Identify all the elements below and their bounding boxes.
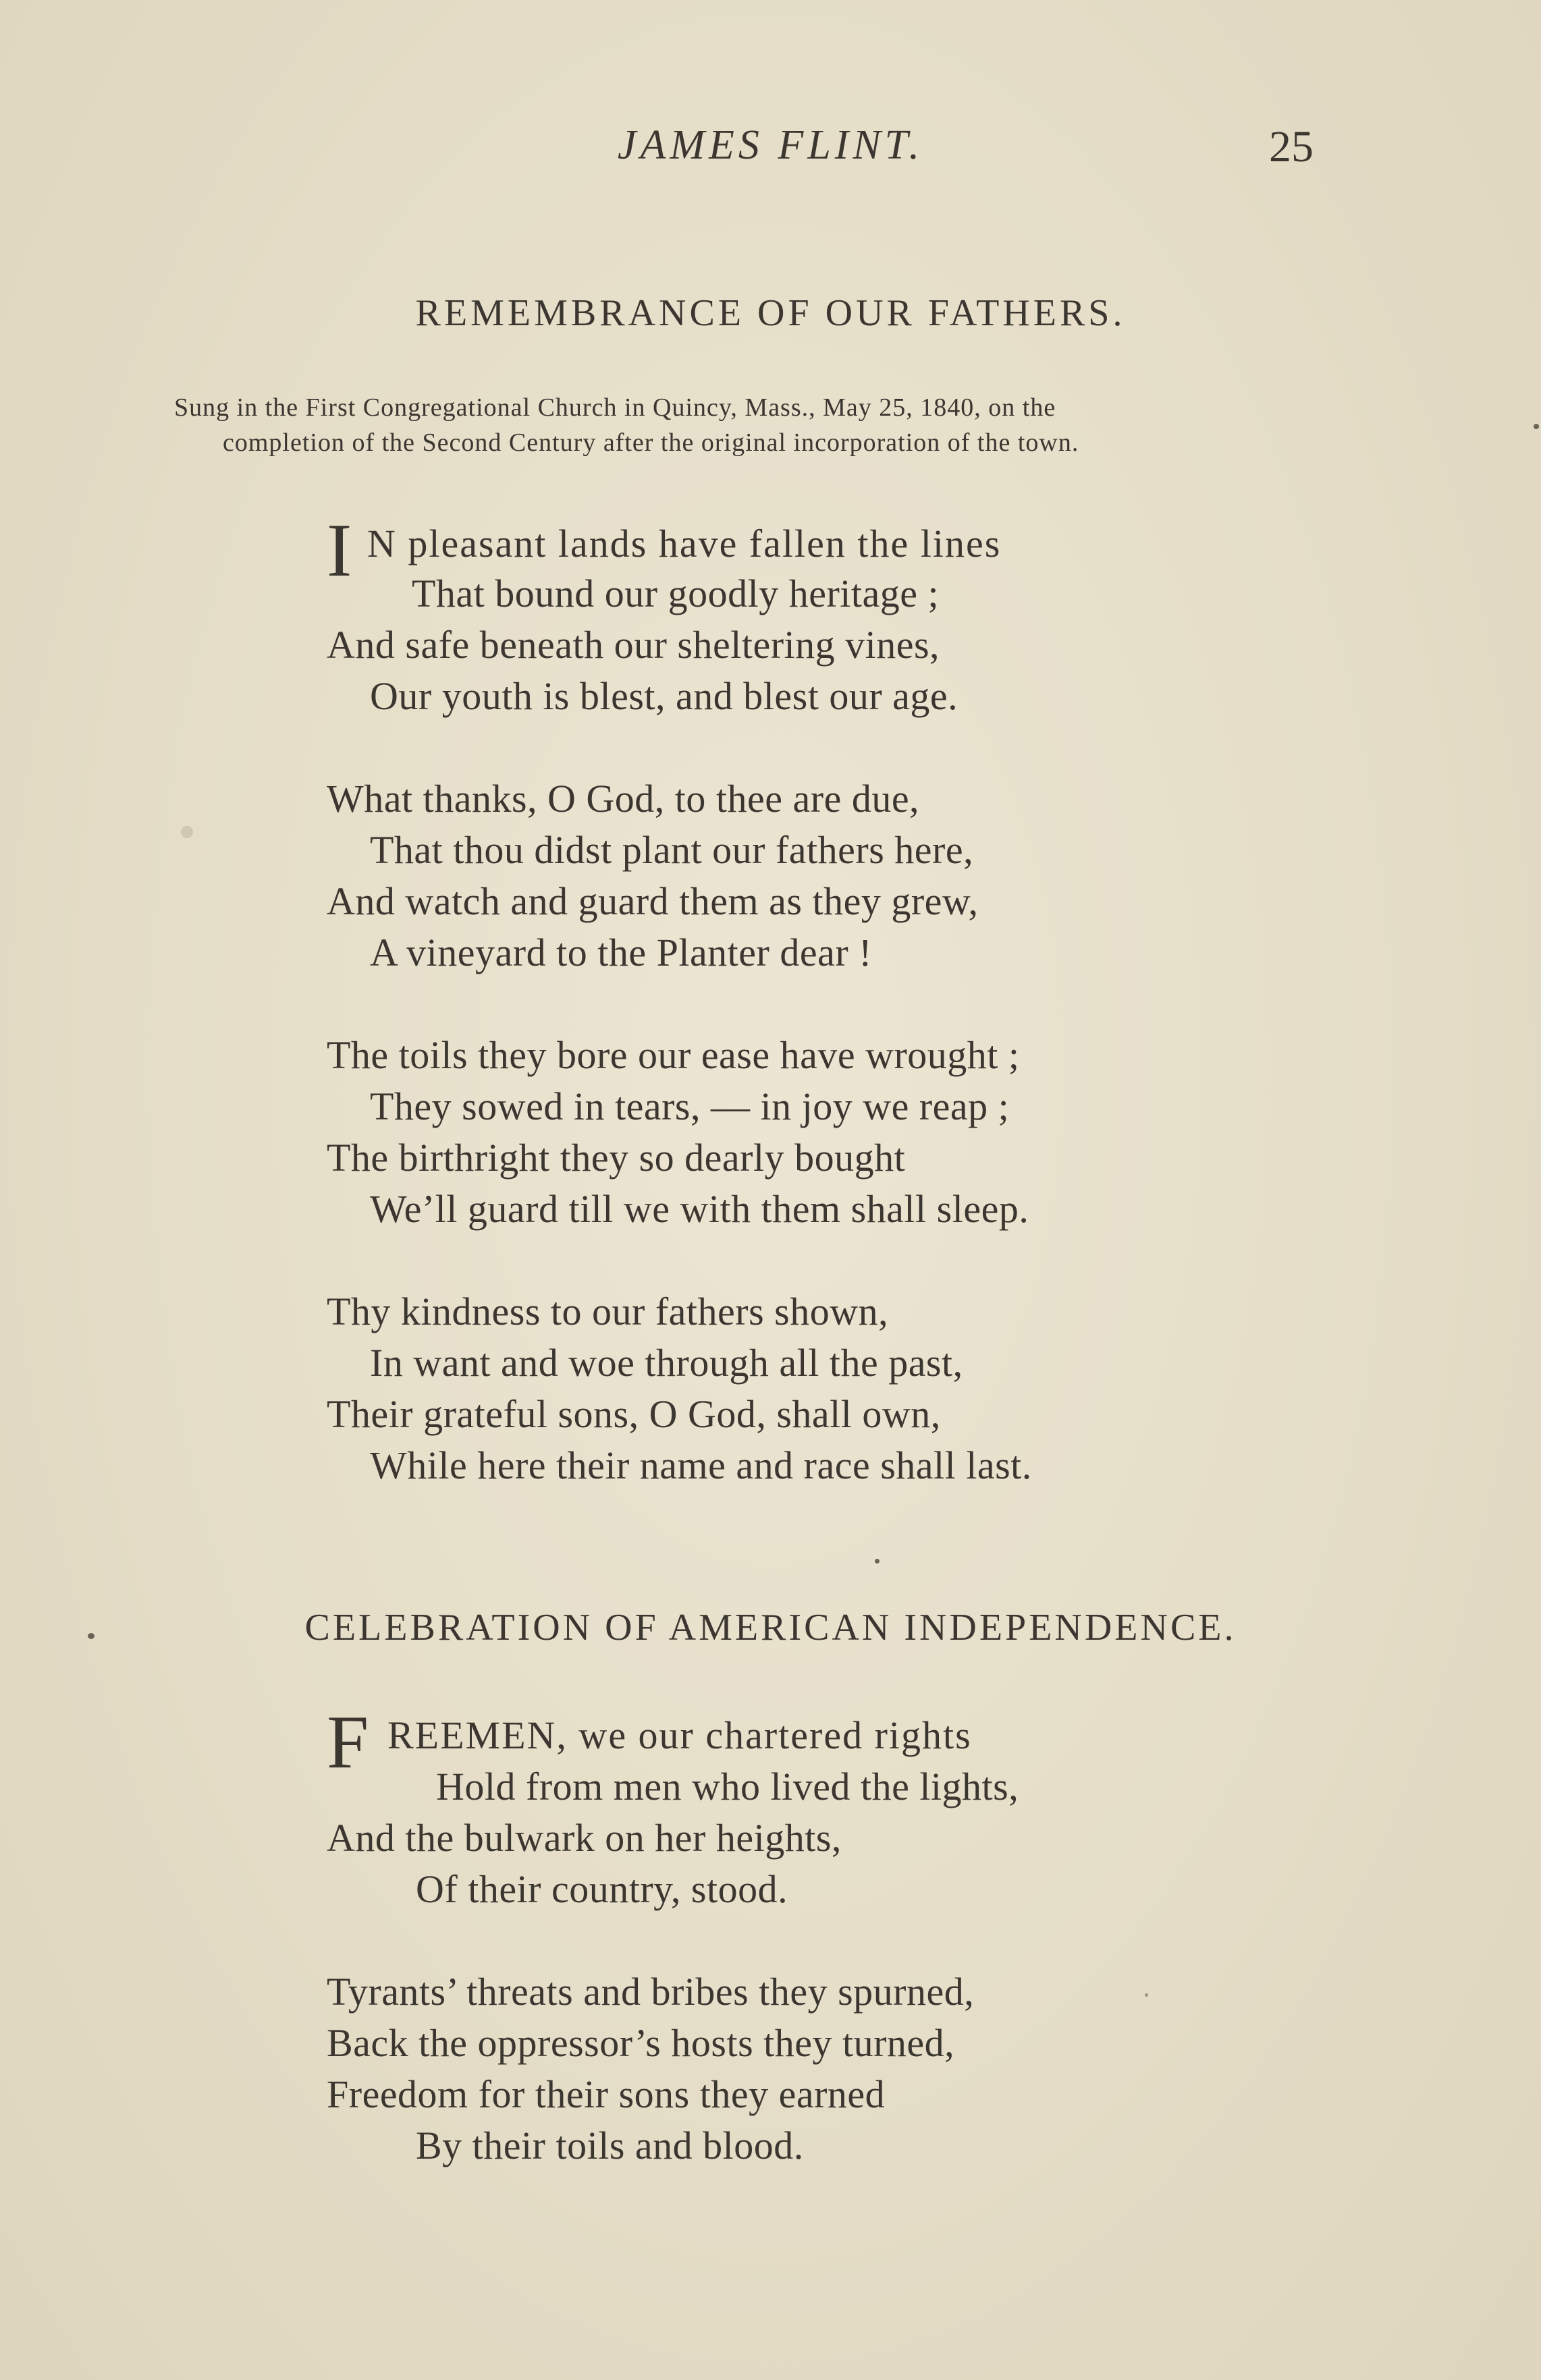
poem-line: Our youth is blest, and blest our age. [370, 674, 958, 718]
poem-line: While here their name and race shall last. [370, 1443, 1032, 1487]
poem-title-celebration: CELEBRATION OF AMERICAN INDEPENDENCE. [304, 1607, 1237, 1649]
poem-line: Hold from men who lived the lights, [436, 1765, 1019, 1808]
poem-line: And the bulwark on her heights, [327, 1816, 842, 1860]
poem-line: Tyrants’ threats and bribes they spurned, [327, 1970, 975, 2014]
poem-line: What thanks, O God, to thee are due, [327, 777, 920, 821]
poem-line: N pleasant lands have fallen the lines [367, 522, 1002, 565]
poem-line: In want and woe through all the past, [370, 1341, 963, 1385]
poem-line: A vineyard to the Planter dear ! [370, 931, 872, 974]
print-speck [1534, 424, 1539, 429]
poem-line: Their grateful sons, O God, shall own, [327, 1392, 941, 1436]
poem-line: Freedom for their sons they earned [327, 2072, 886, 2116]
poem-line: By their toils and blood. [416, 2124, 804, 2167]
print-speck [875, 1559, 880, 1563]
drop-cap-f: F [327, 1700, 369, 1784]
poem-title-remembrance: REMEMBRANCE OF OUR FATHERS. [415, 292, 1126, 334]
print-speck [88, 1633, 94, 1639]
poem-line: REEMEN, we our chartered rights [387, 1713, 972, 1757]
poem-line: They sowed in tears, — in joy we reap ; [370, 1084, 1010, 1128]
poem-note-line-1: Sung in the First Congregational Church in Quincy, Mass., May 25, 1840, on the [174, 393, 1056, 422]
poem-line: Back the oppressor’s hosts they turned, [327, 2021, 955, 2065]
poem-line: The birthright they so dearly bought [327, 1136, 906, 1180]
poem-line: Thy kindness to our fathers shown, [327, 1290, 889, 1333]
print-speck [1145, 1993, 1148, 1997]
poem-note-line-2: completion of the Second Century after the original incorporation of the town. [223, 428, 1079, 457]
poem-line: And watch and guard them as they grew, [327, 879, 979, 923]
poem-line: The toils they bore our ease have wrought ; [327, 1033, 1020, 1077]
poem-line: That bound our goodly heritage ; [412, 572, 940, 615]
running-title: JAMES FLINT. [617, 122, 924, 168]
print-speck [181, 826, 193, 838]
poem-line: That thou didst plant our fathers here, [370, 828, 974, 872]
page-number: 25 [1269, 122, 1314, 171]
drop-cap-i: I [327, 509, 352, 592]
poem-line: Of their country, stood. [416, 1867, 788, 1911]
poem-line: And safe beneath our sheltering vines, [327, 623, 940, 667]
poem-line: We’ll guard till we with them shall sleep. [370, 1187, 1029, 1231]
